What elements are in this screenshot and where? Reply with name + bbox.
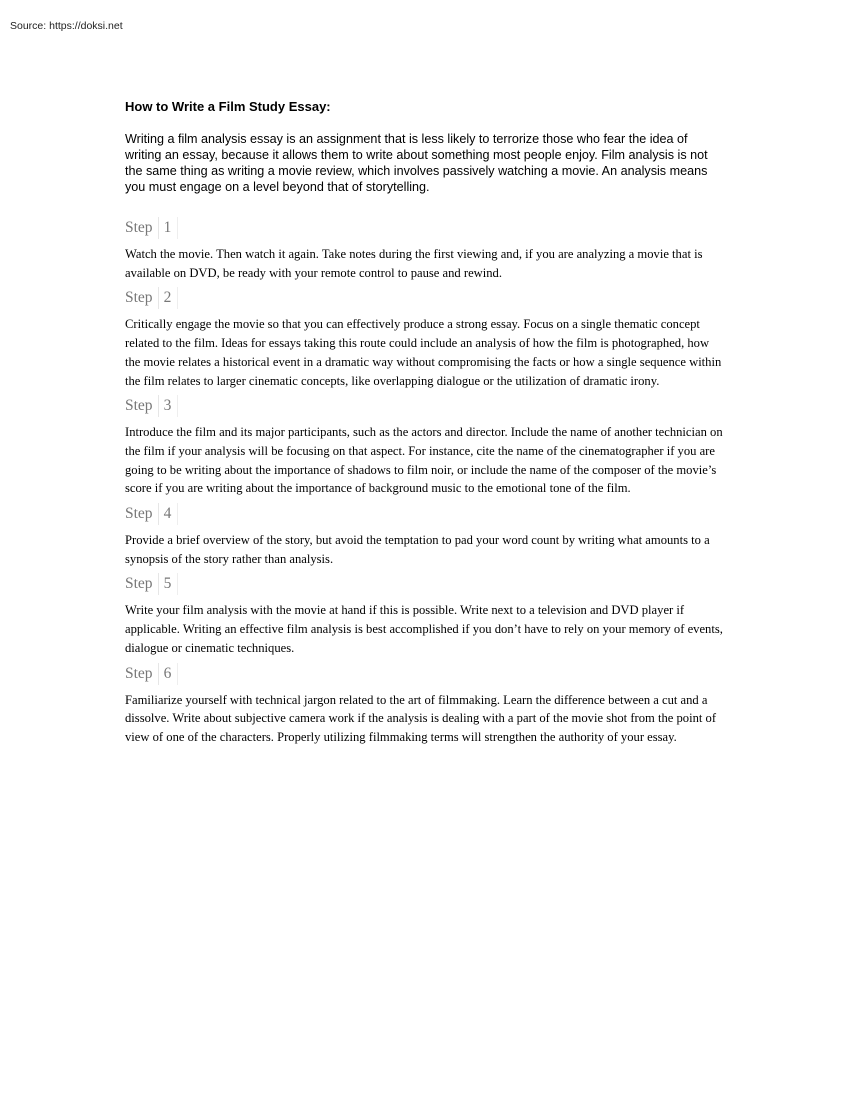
step-3 <box>125 395 730 498</box>
step-heading <box>125 663 730 685</box>
step-heading <box>125 217 730 239</box>
document-body <box>125 98 730 752</box>
step-heading <box>125 573 730 595</box>
intro-paragraph: Writing a film analysis essay is an assignment that is less likely to terrorize those who fear the idea of writing an essay, because it allows them to write about something most people enjoy. Film analysis is not the same thing as writing a movie review, which involves passively watching a movie. An analysis means you must engage on a level beyond that of storytelling. <box>125 132 708 194</box>
step-number: 6 <box>158 663 179 685</box>
step-text: Provide a brief overview of the story, but avoid the temptation to pad your word count by writing what amounts to a synopsis of the story rather than analysis. <box>125 533 710 566</box>
step-label: Step <box>125 664 153 682</box>
step-label: Step <box>125 219 153 236</box>
step-heading <box>125 287 730 309</box>
step-number: 2 <box>158 287 179 309</box>
step-number: 3 <box>158 395 179 417</box>
step-heading <box>125 503 730 525</box>
step-4 <box>125 503 730 568</box>
step-2 <box>125 287 730 390</box>
step-text: Watch the movie. Then watch it again. Take notes during the first viewing and, if you are analyzing a movie that is available on DVD, be ready with your remote control to pause and rewind. <box>125 247 703 280</box>
step-6 <box>125 663 730 747</box>
step-heading <box>125 395 730 417</box>
step-label: Step <box>125 505 153 523</box>
steps-list <box>125 217 730 747</box>
step-number: 4 <box>158 503 179 525</box>
step-label: Step <box>125 289 153 307</box>
step-number: 1 <box>158 217 179 239</box>
step-5 <box>125 573 730 657</box>
step-text: Familiarize yourself with technical jargon related to the art of filmmaking. Learn the difference between a cut and a dissolve. Write about subjective camera work if the analysis is dealing with a part of the movie shot from the point of view of one of the characters. Properly utilizing filmmaking terms will strengthen the authority of your essay. <box>125 692 717 744</box>
step-text: Write your film analysis with the movie at hand if this is possible. Write next to a television and DVD player if applicable. Writing an effective film analysis is best accomplished if you don’t have to rely on your memory of events, dialogue or cinematic techniques. <box>125 603 723 655</box>
step-1 <box>125 217 730 282</box>
step-text: Critically engage the movie so that you can effectively produce a strong essay. Focus on a single thematic concept related to the film. Ideas for essays taking this route could include an analysis of how the film is photographed, how the movie relates a historical event in a dramatic way without compromising the facts or how a single sequence within the film relates to larger cinematic concepts, like overlapping dialogue or the utilization of dramatic irony. <box>125 317 722 388</box>
step-text: Introduce the film and its major participants, such as the actors and director. Include the name of another technician on the film if your analysis will be focusing on that aspect. For instance, cite the name of the cinematographer if you are going to be writing about the importance of shadows to film noir, or include the name of the composer of the movie’s score if you are writing about the importance of background music to the emotional tone of the film. <box>125 425 723 496</box>
step-number: 5 <box>158 573 179 595</box>
step-label: Step <box>125 575 153 593</box>
step-label: Step <box>125 397 153 415</box>
document-title: How to Write a Film Study Essay: <box>125 99 331 114</box>
source-attribution: Source: https://doksi.net <box>10 20 123 32</box>
